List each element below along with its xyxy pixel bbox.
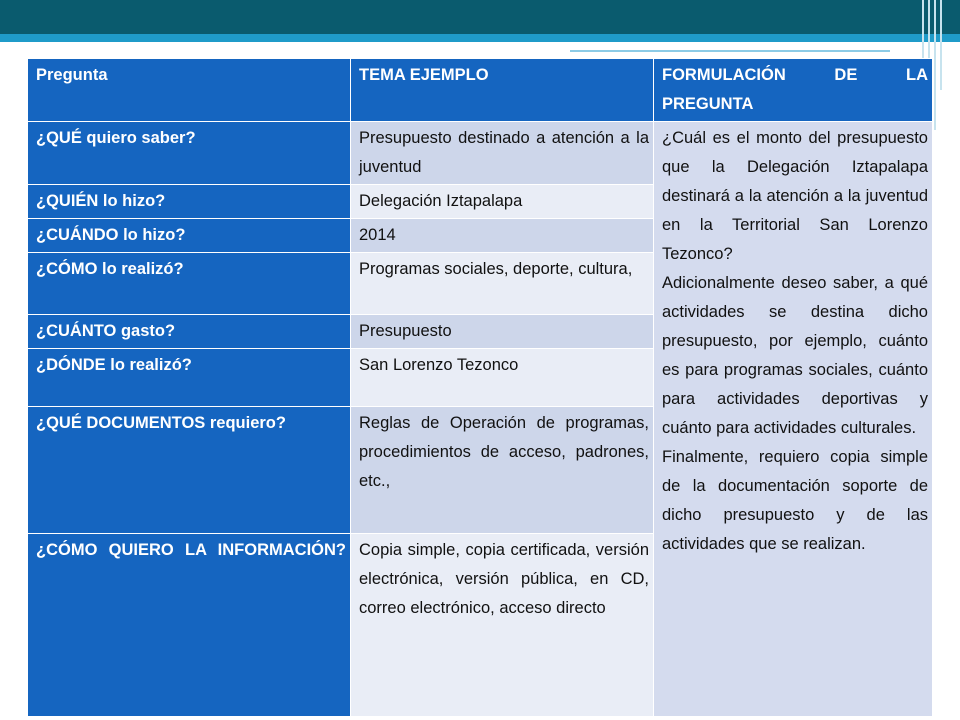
formulation-paragraph-3: Finalmente, requiero copia simple de la documentación soporte de dicho presupuesto y de las actividades que se realizan. xyxy=(662,448,928,553)
example-cell: Delegación Iztapalapa xyxy=(351,185,654,219)
header-row xyxy=(28,59,933,122)
question-cell: ¿QUÉ DOCUMENTOS requiero? xyxy=(28,407,351,534)
question-cell: ¿QUÉ quiero saber? xyxy=(28,122,351,185)
question-cell: ¿CUÁNDO lo hizo? xyxy=(28,219,351,253)
accent-line xyxy=(570,50,890,52)
example-cell: San Lorenzo Tezonco xyxy=(351,349,654,407)
question-cell: ¿CÓMO lo realizó? xyxy=(28,253,351,315)
table-row xyxy=(28,122,933,185)
header-tema-ejemplo: TEMA EJEMPLO xyxy=(351,59,654,122)
question-cell: ¿CUÁNTO gasto? xyxy=(28,315,351,349)
information-request-table xyxy=(27,58,933,717)
header-pregunta: Pregunta xyxy=(28,59,351,122)
formulation-paragraph-1: ¿Cuál es el monto del presupuesto que la Delegación Iztapalapa destinará a la atención a la juventud en la Territorial San Lorenzo Tezonco? xyxy=(662,129,928,263)
formulation-cell xyxy=(654,122,933,717)
example-cell: Presupuesto destinado a atención a la juventud xyxy=(351,122,654,185)
example-cell: Reglas de Operación de programas, procedimientos de acceso, padrones, etc., xyxy=(351,407,654,534)
example-cell: Copia simple, copia certificada, versión electrónica, versión pública, en CD, correo electrónico, acceso directo xyxy=(351,534,654,717)
formulation-paragraph-2: Adicionalmente deseo saber, a qué actividades se destina dicho presupuesto, por ejemplo, cuánto es para programas sociales, cuánto para actividades deportivas y cuánto para actividades culturales. xyxy=(662,274,928,437)
accent-band xyxy=(0,34,960,42)
example-cell: Presupuesto xyxy=(351,315,654,349)
question-cell: ¿DÓNDE lo realizó? xyxy=(28,349,351,407)
example-cell: 2014 xyxy=(351,219,654,253)
header-band xyxy=(0,0,960,34)
question-cell: ¿QUIÉN lo hizo? xyxy=(28,185,351,219)
example-cell: Programas sociales, deporte, cultura, xyxy=(351,253,654,315)
question-cell: ¿CÓMO QUIERO LA INFORMACIÓN? xyxy=(28,534,351,717)
header-formulacion: FORMULACIÓN DE LA PREGUNTA xyxy=(654,59,933,122)
